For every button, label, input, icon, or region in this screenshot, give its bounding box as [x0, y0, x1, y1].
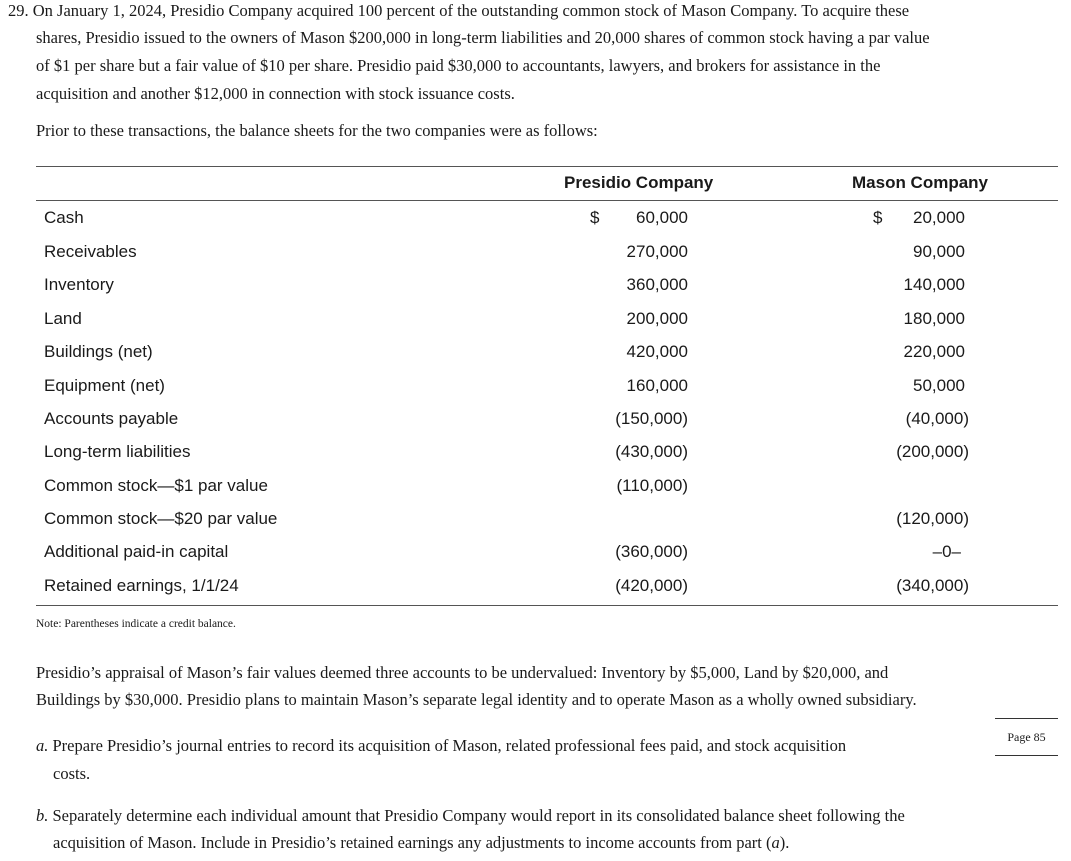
row-label: Cash — [44, 208, 84, 227]
table-row — [0, 208, 1071, 238]
table-row — [0, 342, 1071, 372]
question-a — [36, 736, 846, 756]
question-b — [36, 806, 905, 826]
presidio-value: 160,000 — [626, 376, 688, 395]
row-label: Land — [44, 309, 82, 328]
currency-sign: $ — [873, 208, 883, 227]
row-label: Common stock—$1 par value — [44, 476, 268, 495]
table-header-rule — [36, 200, 1058, 201]
part-reference: a — [771, 833, 780, 852]
mason-value: 50,000 — [913, 376, 965, 395]
table-row — [0, 476, 1071, 506]
problem-line-2: shares, Presidio issued to the owners of Mason $200,000 in long-term liabilities and 20,000 shares of common stock having a par value — [36, 28, 930, 47]
currency-sign: $ — [590, 208, 600, 227]
question-b-letter: b. — [36, 806, 49, 825]
prior-text: Prior to these transactions, the balance sheets for the two companies were as follows: — [36, 121, 598, 140]
table-row — [0, 576, 1071, 606]
row-label: Additional paid-in capital — [44, 542, 229, 561]
table-top-rule — [36, 166, 1058, 167]
mason-value: 140,000 — [903, 275, 965, 294]
mason-value: 90,000 — [913, 242, 965, 261]
table-row — [0, 542, 1071, 572]
table-bottom-rule — [36, 605, 1058, 606]
table-note: Note: Parentheses indicate a credit balance. — [36, 618, 236, 630]
row-label: Inventory — [44, 275, 114, 294]
mason-value: 220,000 — [903, 342, 965, 361]
mason-value: (200,000) — [896, 442, 969, 461]
mason-value: 20,000 — [913, 208, 965, 227]
mason-value: (40,000) — [905, 409, 969, 428]
table-row — [0, 309, 1071, 339]
table-row — [0, 376, 1071, 406]
mason-value: 180,000 — [903, 309, 965, 328]
row-label: Retained earnings, 1/1/24 — [44, 576, 239, 595]
appraisal-line-1: Presidio’s appraisal of Mason’s fair values deemed three accounts to be undervalued: Inventory by $5,000, Land by $20,000, and — [36, 663, 889, 682]
header-mason: Mason Company — [852, 173, 989, 192]
presidio-value: 270,000 — [626, 242, 688, 261]
question-a-letter: a. — [36, 736, 49, 755]
presidio-value: (110,000) — [616, 476, 688, 495]
table-row — [0, 509, 1071, 539]
row-label: Receivables — [44, 242, 137, 261]
presidio-value: (420,000) — [615, 576, 688, 595]
question-a-line-2: costs. — [53, 764, 91, 783]
presidio-value: (150,000) — [615, 409, 688, 428]
presidio-value: 360,000 — [626, 275, 688, 294]
presidio-value: 60,000 — [636, 208, 688, 227]
question-b-line-2-end: ). — [779, 833, 790, 852]
presidio-value: (430,000) — [615, 442, 688, 461]
row-label: Buildings (net) — [44, 342, 153, 361]
mason-value: –0– — [932, 542, 961, 561]
table-row — [0, 275, 1071, 305]
problem-line-1: On January 1, 2024, Presidio Company acquired 100 percent of the outstanding common stock of Mason Company. To acquire these — [32, 1, 910, 20]
presidio-value: 200,000 — [626, 309, 688, 328]
row-label: Accounts payable — [44, 409, 179, 428]
table-row — [0, 442, 1071, 472]
row-label: Common stock—$20 par value — [44, 509, 278, 528]
question-b-line-2 — [53, 833, 789, 853]
table-row — [0, 242, 1071, 272]
problem-line-4: acquisition and another $12,000 in connection with stock issuance costs. — [36, 84, 515, 103]
problem-text-line — [8, 1, 909, 21]
presidio-value: 420,000 — [626, 342, 688, 361]
appraisal-line-2: Buildings by $30,000. Presidio plans to maintain Mason’s separate legal identity and to operate Mason as a wholly owned subsidiary. — [36, 690, 917, 709]
question-b-line-2-text: acquisition of Mason. Include in Presidio’s retained earnings any adjustments to income accounts from part ( — [53, 833, 772, 852]
row-label: Long-term liabilities — [44, 442, 191, 461]
question-a-line-1: Prepare Presidio’s journal entries to record its acquisition of Mason, related professional fees paid, and stock acquisition — [52, 736, 847, 755]
problem-number: 29. — [8, 1, 29, 20]
question-b-line-1: Separately determine each individual amount that Presidio Company would report in its consolidated balance sheet following the — [52, 806, 905, 825]
mason-value: (120,000) — [896, 509, 969, 528]
problem-line-3: of $1 per share but a fair value of $10 per share. Presidio paid $30,000 to accountants, lawyers, and brokers for assistance in the — [36, 56, 881, 75]
presidio-value: (360,000) — [615, 542, 688, 561]
row-label: Equipment (net) — [44, 376, 165, 395]
table-row — [0, 409, 1071, 439]
header-presidio: Presidio Company — [564, 173, 714, 192]
page-marker: Page 85 — [995, 718, 1058, 756]
mason-value: (340,000) — [896, 576, 969, 595]
